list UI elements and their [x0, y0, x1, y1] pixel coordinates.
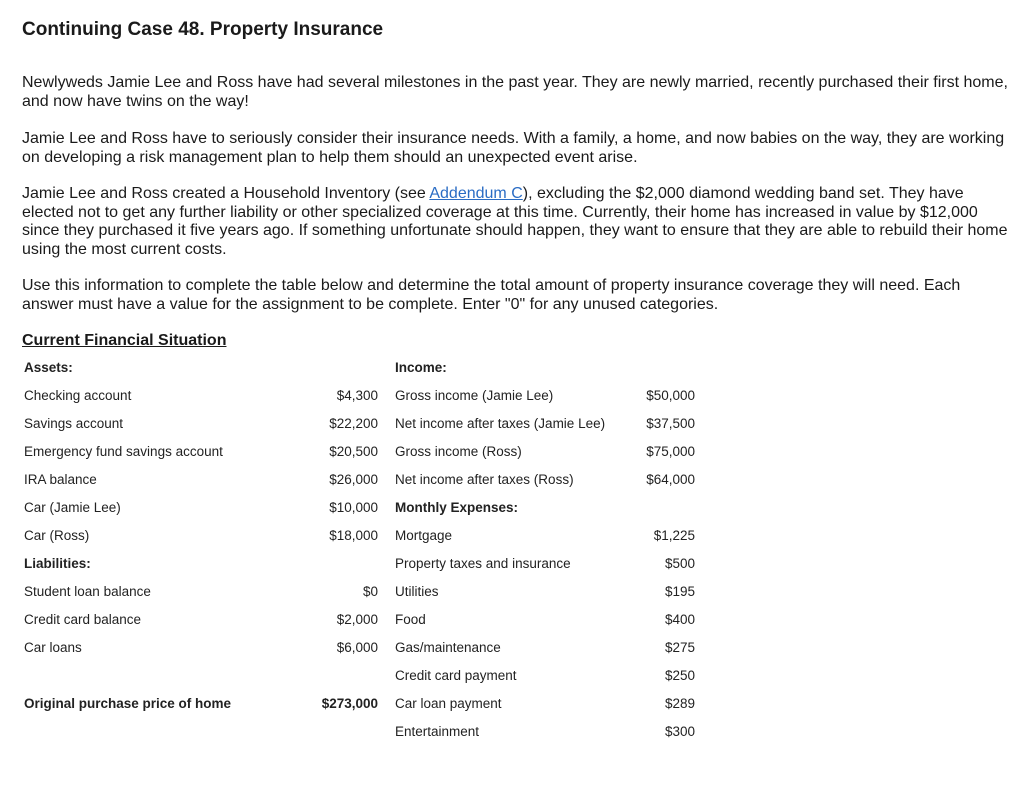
liability-value: $6,000: [336, 640, 378, 655]
liability-value: $2,000: [336, 612, 378, 627]
asset-label: Checking account: [24, 388, 132, 403]
income-heading: Income:: [395, 360, 447, 375]
income-label: Gross income (Ross): [395, 444, 522, 459]
asset-value: $26,000: [329, 472, 378, 487]
expense-label: Credit card payment: [395, 668, 517, 683]
expense-value: $1,225: [653, 528, 695, 543]
asset-label: Car (Ross): [24, 528, 90, 543]
paragraph-insurance-needs: Jamie Lee and Ross have to seriously consider their insurance needs. With a family, a home, and now babies on the way, they are working on developing a risk management plan to help them should an unexpected event arise.: [22, 130, 1005, 166]
home-price-value: $273,000: [321, 696, 378, 711]
paragraph-intro: Newlyweds Jamie Lee and Ross have had several milestones in the past year. They are newly married, recently purchased their first home, and now have twins on the way!: [22, 74, 1008, 110]
section-heading: Current Financial Situation: [22, 332, 227, 349]
expense-label: Mortgage: [395, 528, 453, 543]
expense-label: Utilities: [395, 584, 439, 599]
asset-label: IRA balance: [24, 472, 97, 487]
asset-value: $4,300: [336, 388, 378, 403]
asset-value: $10,000: [329, 500, 378, 515]
liability-label: Student loan balance: [24, 584, 151, 599]
liabilities-heading: Liabilities:: [24, 556, 91, 571]
assets-heading: Assets:: [24, 360, 73, 375]
asset-label: Emergency fund savings account: [24, 444, 223, 459]
income-value: $50,000: [646, 388, 695, 403]
expense-value: $300: [664, 724, 695, 739]
expense-value: $500: [664, 556, 695, 571]
expense-value: $195: [664, 584, 695, 599]
expense-label: Property taxes and insurance: [395, 556, 571, 571]
addendum-c-link[interactable]: Addendum C: [429, 185, 523, 202]
income-value: $37,500: [646, 416, 695, 431]
asset-label: Car (Jamie Lee): [24, 500, 121, 515]
paragraph-household-inventory: [22, 185, 1012, 259]
liability-value: $0: [362, 584, 378, 599]
expense-label: Car loan payment: [395, 696, 502, 711]
liability-label: Car loans: [24, 640, 82, 655]
expense-value: $275: [664, 640, 695, 655]
income-value: $64,000: [646, 472, 695, 487]
expense-value: $289: [664, 696, 695, 711]
paragraph-text-end: ), excluding the $2,000 diamond wedding band set. They have elected not to get any further liability or other specialized coverage at this time. Currently, their home has increased in value by $12,000 since they purchased it five years ago. If something unfortunate should happen, they want to ensure that they are able to rebuild their home using the most current costs.: [22, 185, 1008, 258]
asset-label: Savings account: [24, 416, 124, 431]
asset-value: $22,200: [329, 416, 378, 431]
paragraph-instructions: Use this information to complete the table below and determine the total amount of property insurance coverage they will need. Each answer must have a value for the assignment to be complete. Enter "0" for any unused categories.: [22, 277, 961, 313]
page-title: Continuing Case 48. Property Insurance: [22, 19, 384, 40]
expense-label: Gas/maintenance: [395, 640, 501, 655]
income-value: $75,000: [646, 444, 695, 459]
expense-value: $250: [664, 668, 695, 683]
home-price-label: Original purchase price of home: [24, 696, 232, 711]
monthly-expenses-heading: Monthly Expenses:: [395, 500, 519, 515]
paragraph-text-start: Jamie Lee and Ross created a Household Inventory (see: [22, 185, 430, 202]
expense-label: Entertainment: [395, 724, 480, 739]
income-label: Gross income (Jamie Lee): [395, 388, 554, 403]
liability-label: Credit card balance: [24, 612, 142, 627]
expense-value: $400: [664, 612, 695, 627]
expense-label: Food: [395, 612, 426, 627]
income-label: Net income after taxes (Ross): [395, 472, 574, 487]
asset-value: $18,000: [329, 528, 378, 543]
income-label: Net income after taxes (Jamie Lee): [395, 416, 606, 431]
asset-value: $20,500: [329, 444, 378, 459]
